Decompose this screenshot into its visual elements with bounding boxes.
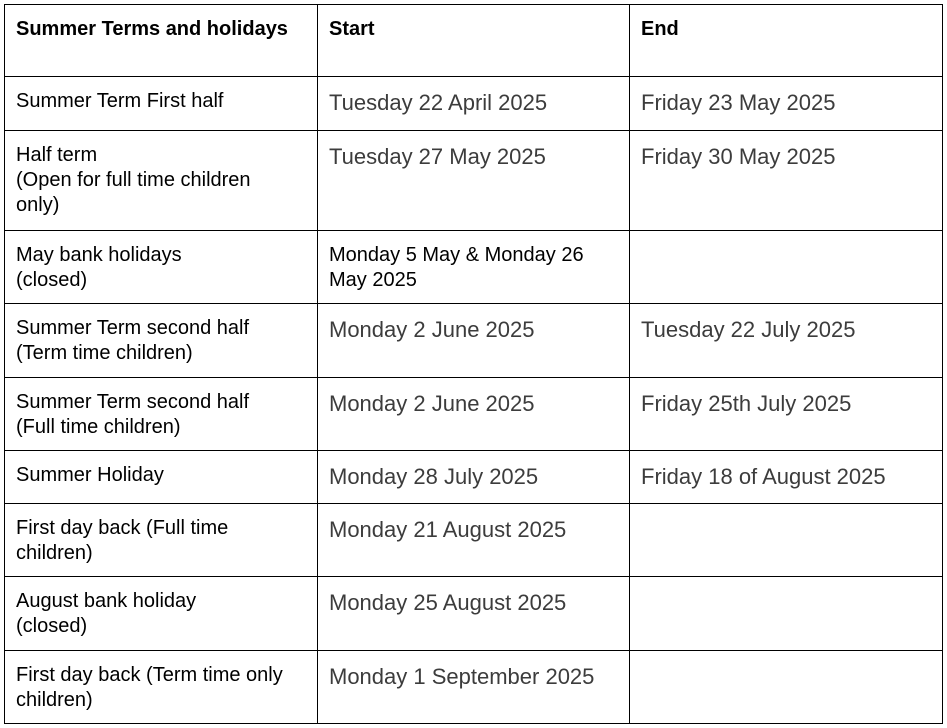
row-label [5, 504, 318, 577]
row-label-line: Half term [16, 144, 98, 166]
row-label-line: (Full time children) [16, 416, 181, 438]
row-label-line: First day back (Full time children) [16, 517, 229, 564]
row-label-line: Summer Term second half [16, 391, 250, 413]
end-date [630, 504, 943, 577]
header-start: Start [318, 5, 630, 77]
row-label [5, 131, 318, 231]
start-date: Monday 1 September 2025 [318, 651, 630, 724]
table-header-row [5, 5, 943, 77]
start-date: Tuesday 22 April 2025 [318, 77, 630, 131]
row-label-line: August bank holiday [16, 590, 197, 612]
row-label-line: May bank holidays [16, 244, 182, 266]
row-label-line: First day back (Term time only children) [16, 664, 283, 711]
start-date: Monday 21 August 2025 [318, 504, 630, 577]
row-label-line: (Open for full time children [16, 169, 251, 191]
table-row [5, 378, 943, 451]
end-date [630, 651, 943, 724]
row-label-line: Summer Term second half [16, 317, 250, 339]
term-dates-table [4, 4, 943, 724]
row-label [5, 231, 318, 304]
start-date: Monday 28 July 2025 [318, 451, 630, 504]
row-label-line: Summer Holiday [16, 464, 164, 486]
start-date: Monday 2 June 2025 [318, 378, 630, 451]
table-row [5, 77, 943, 131]
header-terms-and-holidays: Summer Terms and holidays [5, 5, 318, 77]
row-label-line: only) [16, 194, 60, 216]
end-date: Friday 25th July 2025 [630, 378, 943, 451]
table-row [5, 504, 943, 577]
term-dates-table-container [4, 4, 943, 724]
row-label [5, 577, 318, 651]
end-date: Friday 23 May 2025 [630, 77, 943, 131]
row-label-line: (closed) [16, 615, 88, 637]
table-row [5, 231, 943, 304]
row-label [5, 304, 318, 378]
end-date [630, 577, 943, 651]
row-label-line: (Term time children) [16, 342, 193, 364]
start-date: Monday 5 May & Monday 26 May 2025 [318, 231, 630, 304]
row-label [5, 77, 318, 131]
start-date: Monday 2 June 2025 [318, 304, 630, 378]
row-label-line: (closed) [16, 269, 88, 291]
table-row [5, 451, 943, 504]
row-label [5, 378, 318, 451]
row-label [5, 651, 318, 724]
table-row [5, 131, 943, 231]
table-row [5, 651, 943, 724]
header-end: End [630, 5, 943, 77]
row-label [5, 451, 318, 504]
table-row [5, 577, 943, 651]
end-date [630, 231, 943, 304]
start-date: Monday 25 August 2025 [318, 577, 630, 651]
end-date: Friday 18 of August 2025 [630, 451, 943, 504]
end-date: Tuesday 22 July 2025 [630, 304, 943, 378]
table-row [5, 304, 943, 378]
row-label-line: Summer Term First half [16, 90, 224, 112]
start-date: Tuesday 27 May 2025 [318, 131, 630, 231]
end-date: Friday 30 May 2025 [630, 131, 943, 231]
